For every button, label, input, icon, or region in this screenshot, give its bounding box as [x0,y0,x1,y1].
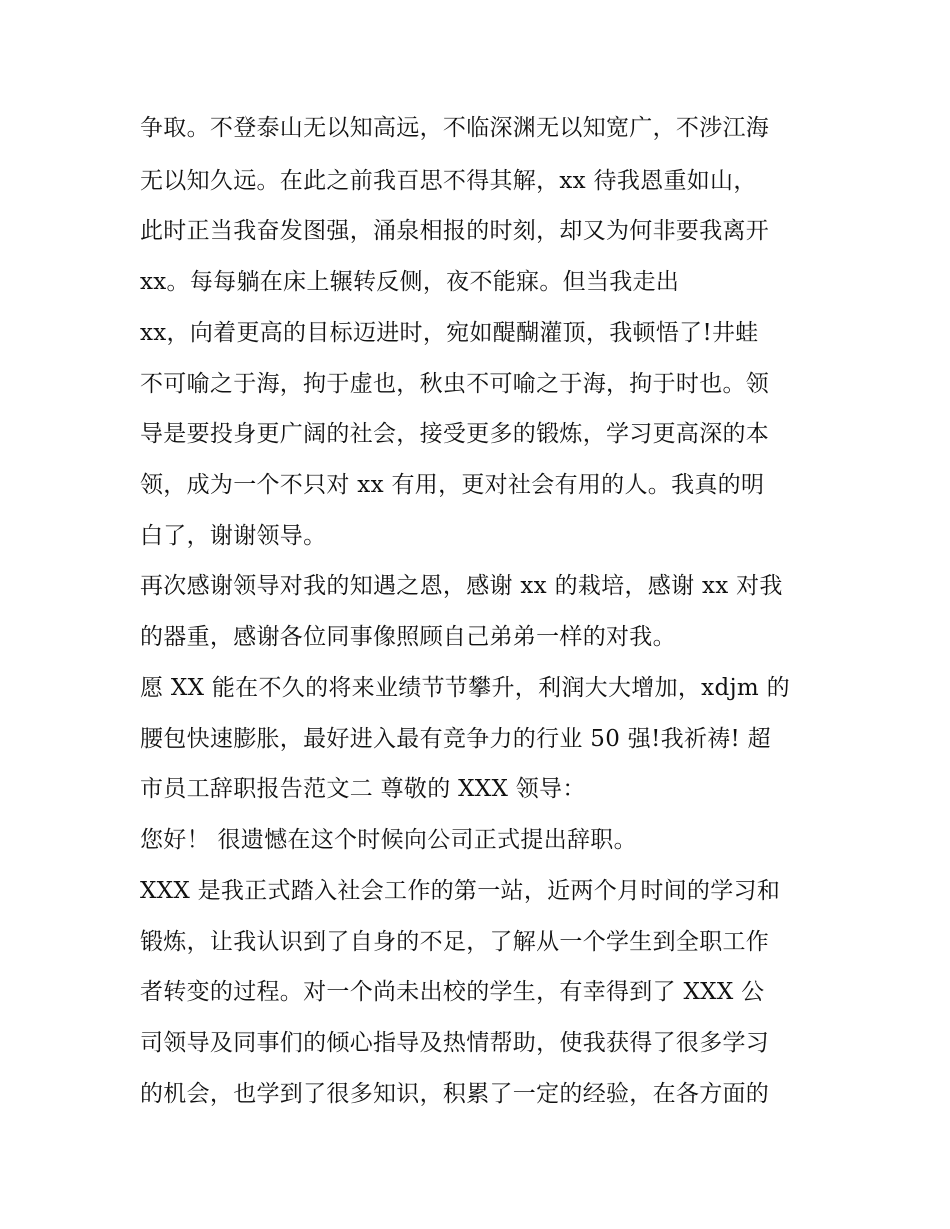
text-line: XXX 是我正式踏入社会工作的第一站，近两个月时间的学习和 [140,878,781,904]
text-line: 此时正当我奋发图强，涌泉相报的时刻，却又为何非要我离开 [140,218,770,244]
text-line: 的器重，感谢各位同事像照顾自己弟弟一样的对我。 [140,624,676,650]
text-line: 腰包快速膨胀，最好进入最有竞争力的行业 50 强!我祈祷! 超 [140,726,771,752]
text-line: 不可喻之于海，拘于虚也，秋虫不可喻之于海，拘于时也。领 [140,371,770,397]
text-line: 导是要投身更广阔的社会，接受更多的锻炼，学习更高深的本 [140,421,770,447]
text-line: 司领导及同事们的倾心指导及热情帮助，使我获得了很多学习 [140,1030,770,1056]
text-line: xx。每每躺在床上辗转反侧，夜不能寐。但当我走出 [140,269,680,295]
text-line: 您好！ 很遗憾在这个时候向公司正式提出辞职。 [140,827,637,853]
text-line: 的机会，也学到了很多知识，积累了一定的经验，在各方面的 [140,1081,770,1107]
text-line: xx，向着更高的目标迈进时，宛如醍醐灌顶，我顿悟了!井蛙 [140,320,759,346]
text-line: 锻炼，让我认识到了自身的不足，了解从一个学生到全职工作 [140,929,770,955]
text-line: 领，成为一个不只对 xx 有用，更对社会有用的人。我真的明 [140,472,765,498]
text-line: 白了，谢谢领导。 [140,523,327,549]
text-line: 再次感谢领导对我的知遇之恩，感谢 xx 的栽培，感谢 xx 对我 [140,573,783,599]
text-line: 者转变的过程。对一个尚未出校的学生，有幸得到了 XXX 公 [140,979,765,1005]
text-line: 市员工辞职报告范文二 尊敬的 XXX 领导： [140,776,586,802]
text-line: 愿 XX 能在不久的将来业绩节节攀升，利润大大增加，xdjm 的 [140,675,790,701]
text-line: 无以知久远。在此之前我百思不得其解，xx 待我恩重如山， [140,168,757,194]
text-line: 争取。不登泰山无以知高远，不临深渊无以知宽广，不涉江海 [140,115,770,141]
